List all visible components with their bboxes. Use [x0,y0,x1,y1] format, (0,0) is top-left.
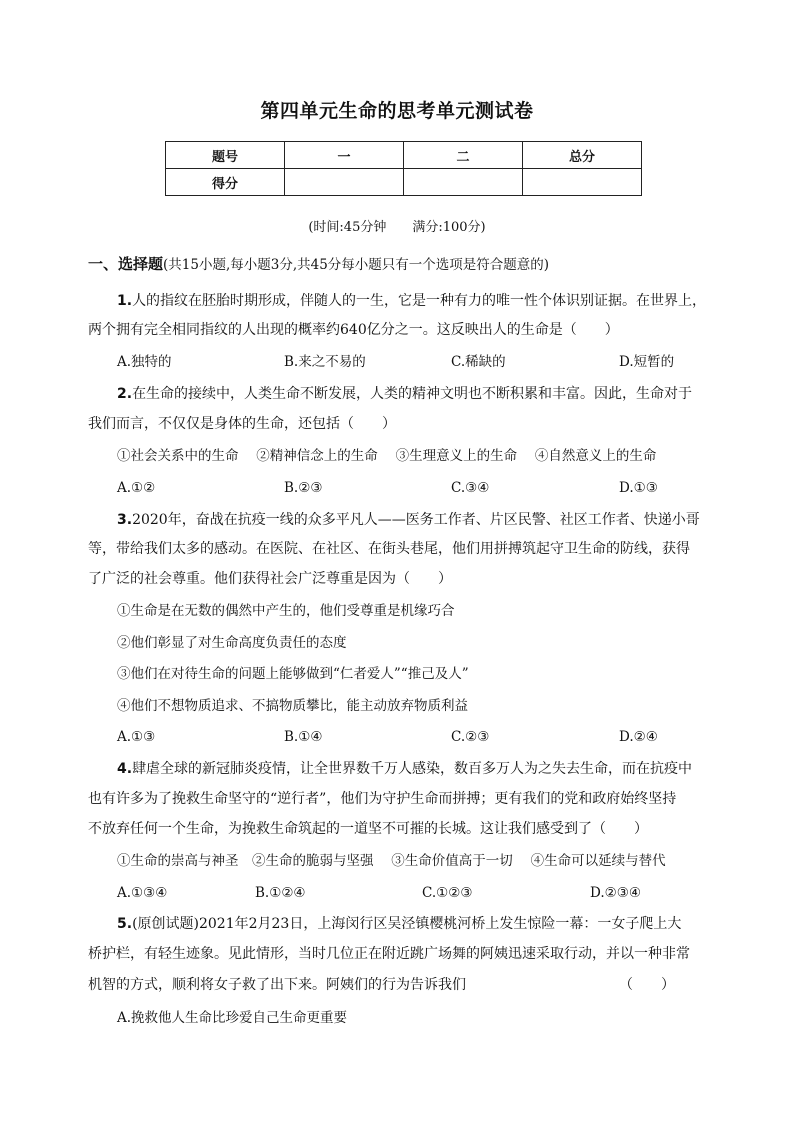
question-3-statement-2: ②他们彰显了对生命高度负责任的态度 [117,635,347,651]
option-a: A.①③④ [117,885,168,901]
question-5-line-1: 5.(原创试题)2021年2月23日，上海闵行区吴泾镇樱桃河桥上发生惊险一幕：一女子爬上大 [117,916,682,932]
option-c: C.稀缺的 [451,354,506,370]
question-5-option-a: A.挽救他人生命比珍爱自己生命更重要 [117,1010,348,1026]
header-cell-part-one: 一 [285,142,404,169]
question-3-line-3: 了广泛的社会尊重。他们获得社会广泛尊重是因为（ ） [88,571,452,587]
score-cell-part-one [285,169,404,196]
question-4-number: 4. [117,761,133,777]
question-4-line-3: 不放弃任何一个生命，为挽救生命筑起的一道坚不可摧的长城。这让我们感受到了（ ） [88,821,648,837]
option-c: C.②③ [451,729,490,745]
page-title: 第四单元生命的思考单元测试卷 [260,100,534,122]
option-a: A.独特的 [117,354,172,370]
option-a: A.①② [117,480,156,496]
question-2-number: 2. [117,386,133,402]
header-cell-question-number: 题号 [166,142,285,169]
question-3-line-2: 等，带给我们太多的感动。在医院、在社区、在街头巷尾，他们用拼搏筑起守卫生命的防线，获得 [88,541,690,557]
score-table [165,141,642,196]
question-5-line-2: 桥护栏，有轻生迹象。见此情形，当时几位正在附近跳广场舞的阿姨迅速采取行动，并以一种非常 [88,946,690,962]
option-b: B.②③ [284,480,323,496]
score-table-header-row [166,142,642,169]
question-4-line-2: 也有许多为了挽救生命坚守的“逆行者”，他们为守护生命而拼搏；更有我们的党和政府始终坚持 [88,791,677,807]
question-3-statement-3: ③他们在对待生命的问题上能够做到“仁者爱人”“推己及人” [117,666,469,682]
question-2-line-1: 2.在生命的接续中，人类生命不断发展，人类的精神文明也不断积累和丰富。因此，生命对于 [117,386,693,402]
score-cell-total [523,169,642,196]
question-3-statement-1: ①生命是在无数的偶然中产生的，他们受尊重是机缘巧合 [117,603,455,619]
question-4-statements: ①生命的崇高与神圣 ②生命的脆弱与坚强 ③生命价值高于一切 ④生命可以延续与替代 [117,853,666,869]
score-row-label: 得分 [166,169,285,196]
question-2-statements: ①社会关系中的生命 ②精神信念上的生命 ③生理意义上的生命 ④自然意义上的生命 [117,448,657,464]
exam-time-and-score: (时间:45分钟 满分:100分) [308,220,486,235]
score-table-score-row [166,169,642,196]
question-3-line-1: 3.2020年，奋战在抗疫一线的众多平凡人——医务工作者、片区民警、社区工作者、快递小哥 [117,512,700,528]
question-4-line-1: 4.肆虐全球的新冠肺炎疫情，让全世界数千万人感染，数百多万人为之失去生命，而在抗疫中 [117,761,693,777]
option-c: C.①②③ [422,885,473,901]
question-1-number: 1. [117,293,133,309]
header-cell-total: 总分 [523,142,642,169]
option-d: D.②④ [619,729,658,745]
section-one-heading: 一、选择题 [88,255,164,273]
section-one-note: (共15小题,每小题3分,共45分每小题只有一个选项是符合题意的) [163,257,550,273]
score-cell-part-two [404,169,523,196]
option-a: A.①③ [117,729,156,745]
question-5-line-3: 机智的方式，顺利将女子救了出下来。阿姨们的行为告诉我们 （ ） [88,977,675,993]
option-d: D.短暂的 [619,354,675,370]
question-1-line-2: 两个拥有完全相同指纹的人出现的概率约640亿分之一。这反映出人的生命是（ ） [88,322,619,338]
option-b: B.①②④ [255,885,306,901]
question-2-line-2: 我们而言，不仅仅是身体的生命，还包括（ ） [88,416,396,432]
option-b: B.①④ [284,729,323,745]
header-cell-part-two: 二 [404,142,523,169]
section-one-header [88,253,549,274]
option-b: B.来之不易的 [284,354,366,370]
question-5-number: 5. [117,916,133,932]
question-3-statement-4: ④他们不想物质追求、不搞物质攀比，能主动放弃物质利益 [117,698,468,714]
option-c: C.③④ [451,480,490,496]
question-1-line-1: 1.人的指纹在胚胎时期形成，伴随人的一生，它是一种有力的唯一性个体识别证据。在世界上， [117,293,707,309]
option-d: D.①③ [619,480,658,496]
answer-parenthesis: （ ） [619,977,675,993]
question-3-number: 3. [117,512,133,528]
option-d: D.②③④ [590,885,641,901]
